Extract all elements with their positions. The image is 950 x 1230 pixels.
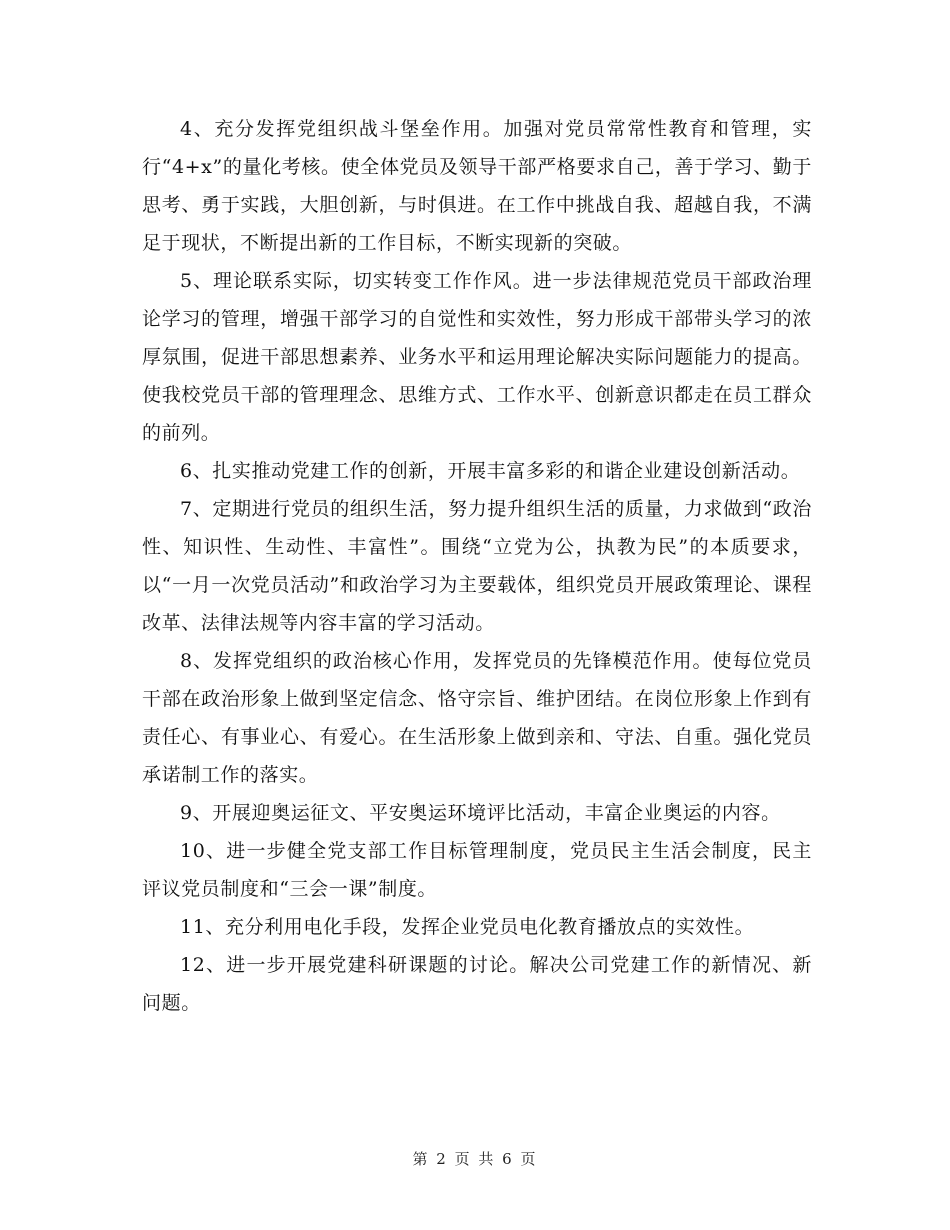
page-number-footer: 第 2 页 共 6 页 (412, 1150, 538, 1168)
paragraph-item-12: 12、进一步开展党建科研课题的讨论。解决公司党建工作的新情况、新问题。 (142, 954, 812, 1014)
paragraph-item-5: 5、理论联系实际，切实转变工作作风。进一步法律规范党员干部政治理论学习的管理，增强干部学习的自觉性和实效性，努力形成干部带头学习的浓厚氛围，促进干部思想素养、业务水平和运用理论解决实际问题能力的提高。使我校党员干部的管理理念、思维方式、工作水平、创新意识都走在员工群众的前列。 (142, 270, 812, 444)
paragraph-item-8: 8、发挥党组织的政治核心作用，发挥党员的先锋模范作用。使每位党员干部在政治形象上做到坚定信念、恪守宗旨、维护团结。在岗位形象上作到有责任心、有事业心、有爱心。在生活形象上做到亲和、守法、自重。强化党员承诺制工作的落实。 (142, 650, 812, 786)
paragraph-item-4: 4、充分发挥党组织战斗堡垒作用。加强对党员常常性教育和管理，实行“4+x”的量化考核。使全体党员及领导干部严格要求自己，善于学习、勤于思考、勇于实践，大胆创新，与时俱进。在工作中挑战自我、超越自我，不满足于现状，不断提出新的工作目标，不断实现新的突破。 (142, 118, 812, 254)
paragraph-item-11: 11、充分利用电化手段，发挥企业党员电化教育播放点的实效性。 (180, 916, 755, 938)
paragraph-item-7: 7、定期进行党员的组织生活，努力提升组织生活的质量，力求做到“政治性、知识性、生动性、丰富性”。围绕“立党为公，执教为民”的本质要求，以“一月一次党员活动”和政治学习为主要载体，组织党员开展政策理论、课程改革、法律法规等内容丰富的学习活动。 (142, 498, 812, 634)
paragraph-item-9: 9、开展迎奥运征文、平安奥运环境评比活动，丰富企业奥运的内容。 (180, 802, 781, 824)
document-body (142, 110, 812, 1022)
paragraph-item-10: 10、进一步健全党支部工作目标管理制度，党员民主生活会制度，民主评议党员制度和“三会一课”制度。 (142, 840, 812, 900)
paragraph-item-6: 6、扎实推动党建工作的创新，开展丰富多彩的和谐企业建设创新活动。 (180, 460, 801, 482)
